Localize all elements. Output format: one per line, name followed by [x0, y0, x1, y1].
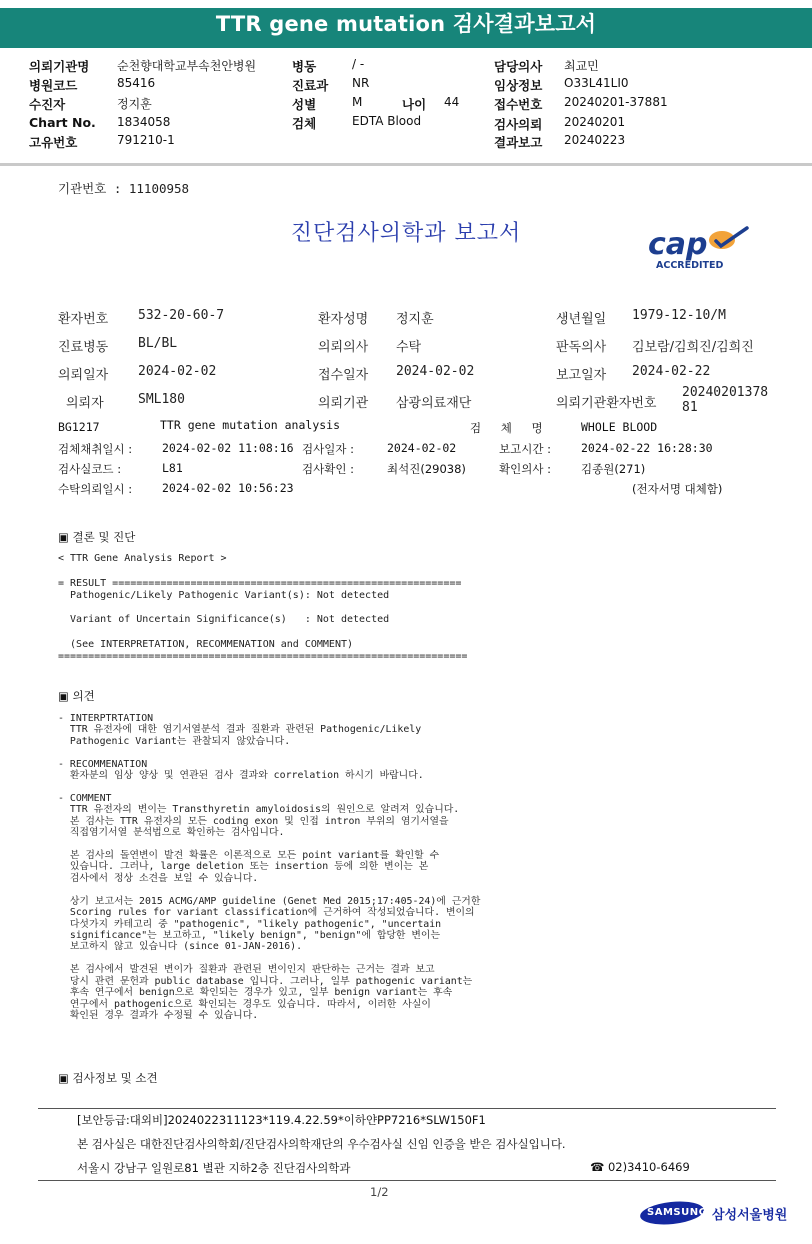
pt-no-value: 532-20-60-7	[138, 308, 225, 323]
specimen-value: EDTA Blood	[352, 114, 422, 128]
dob-label: 생년월일	[556, 312, 607, 327]
sex-value: M	[352, 95, 363, 109]
clinical-label: 임상정보	[494, 78, 543, 93]
test-name: TTR gene mutation analysis	[160, 418, 341, 432]
conclusion-heading: ▣ 결론 및 진단	[58, 530, 136, 544]
inst-pt-value: 2024020137881	[682, 385, 769, 415]
result-block: < TTR Gene Analysis Report > = RESULT ========================================================== Pathogenic/Likely Pathogenic Variant(s): Not detected Variant of Uncertain Significance(s) : Not detected (See INTERPRETATION, RECOMMENATION and COMMENT) ====================================================================	[58, 553, 468, 663]
reader-value: 김보람/김희진/김희진	[632, 340, 754, 355]
report-date-label: 결과보고	[494, 135, 543, 150]
req-date-label: 의뢰일자	[58, 368, 109, 383]
dept-value: NR	[352, 76, 370, 90]
report-title: TTR gene mutation 검사결과보고서	[215, 12, 597, 36]
collect-value: 2024-02-02 11:08:16	[162, 441, 294, 455]
report-date-value: 20240223	[564, 133, 626, 147]
receipt-label: 접수번호	[494, 97, 543, 112]
uid-value: 791210-1	[117, 133, 175, 147]
rcv-date-label: 접수일자	[318, 368, 369, 383]
test-date-value: 2024-02-02	[387, 441, 457, 455]
lab-code-value: L81	[162, 461, 183, 475]
confirm-label: 검사확인 :	[302, 462, 354, 476]
code-value: 85416	[117, 76, 156, 90]
requester-label: 의뢰자	[66, 396, 104, 411]
chart-value: 1834058	[117, 115, 171, 129]
hospital-label: 의뢰기관명	[29, 59, 90, 74]
certification-line: 본 검사실은 대한진단검사의학회/진단검사의학재단의 우수검사실 신임 인증을 받은 검사실입니다.	[77, 1137, 566, 1151]
hospital-logo-text: 삼성서울병원	[712, 1208, 788, 1223]
req-doc-label: 의뢰의사	[318, 340, 369, 355]
ward-label: 병동	[292, 59, 317, 74]
requester-value: SML180	[138, 392, 185, 407]
header-divider	[0, 163, 812, 166]
consign-value: 2024-02-02 10:56:23	[162, 481, 294, 495]
chart-label: Chart No.	[29, 115, 96, 130]
dept-label: 진료과	[292, 78, 329, 93]
testinfo-heading: ▣ 검사정보 및 소견	[58, 1071, 158, 1085]
specimen-label: 검체	[292, 116, 317, 131]
report-time-label: 보고시간 :	[499, 442, 551, 456]
code-label: 병원코드	[29, 78, 78, 93]
confirm-doc-label: 확인의사 :	[499, 462, 551, 476]
ward-value: / -	[352, 57, 365, 71]
cap-accredited-text: ACCREDITED	[656, 260, 724, 271]
collect-label: 검체채취일시 :	[58, 442, 133, 456]
rcv-date-value: 2024-02-02	[396, 364, 475, 379]
security-line: [보안등급:대외비]2024022311123*119.4.22.59*이하얀PP7216*SLW150F1	[77, 1113, 486, 1127]
page-number: 1/2	[370, 1185, 389, 1199]
specimen-name-label: 검 체 명	[470, 421, 551, 435]
rep-date-value: 2024-02-22	[632, 364, 711, 379]
address-line: 서울시 강남구 일원로81 별관 지하2층 진단검사의학과	[77, 1161, 351, 1175]
receipt-value: 20240201-37881	[564, 95, 668, 109]
sex-label: 성별	[292, 97, 317, 112]
clinical-value: O33L41LI0	[564, 76, 629, 90]
confirm-value: 최석진(29038)	[387, 462, 466, 476]
consign-label: 수탁의뢰일시 :	[58, 482, 133, 496]
doctor-value: 최교민	[564, 59, 599, 73]
opinion-block: - INTERPTRTATION TTR 유전자에 대한 염기서열분석 결과 질환과 관련된 Pathogenic/Likely Pathogenic Variant는 관찰되지 않았습니다. - RECOMMENATION 환자분의 임상 양상 및 연관된 검사 결과와 correlation 하시기 바랍니다. - COMMENT TTR 유전자의 변이는 Transthyretin amyloidosis의 원인으로 알려져 있습니다. 본 검사는 TTR 유전자의 모든 coding exon 및 인접 intron 부위의 염기서열을 직접염기서열 분석법으로 확인하는 검사입니다. 본 검사의 돌연변이 발견 확률은 이론적으로 모든 point variant를 확인할 수 있습니다. 그러나, large deletion 또는 insertion 등에 의한 변이는 본 검사에서 정상 소견을 보일 수 있습니다. 상기 보고서는 2015 ACMG/AMP guideline (Genet Med 2015;17:405-24)에 근거한 Scoring rules for variant classification에 근거하여 작성되었습니다. 변이의 다섯가지 카테고리 중 "pathogenic", "likely pathogenic", "uncertain significance"는 보고하고, "likely benign", "benign"에 합당한 변이는 보고하지 않고 있습니다 (since 01-JAN-2016). 본 검사에서 발견된 변이가 질환과 관련된 변이인지 판단하는 근거는 결과 보고 당시 관련 문헌과 public database 입니다. 그러나, 일부 pathogenic variant는 후속 연구에서 benign으로 확인되는 경우가 있고, 일부 benign variant는 후속 연구에서 pathogenic으로 확인되는 경우도 있습니다. 따라서, 이러한 사실이 확인된 경우 결과가 수정될 수 있습니다.	[58, 713, 481, 1021]
doctor-label: 담당의사	[494, 59, 543, 74]
rep-date-label: 보고일자	[556, 368, 607, 383]
age-value: 44	[444, 95, 460, 109]
inst-pt-label: 의뢰기관환자번호	[556, 396, 657, 411]
esign-note: (전자서명 대체함)	[632, 482, 723, 496]
footer-top-rule	[38, 1108, 776, 1109]
report-time-value: 2024-02-22 16:28:30	[581, 441, 713, 455]
cap-logo-text: cap	[648, 227, 708, 262]
req-inst-value: 삼광의료재단	[396, 396, 472, 411]
pt-name-label: 환자성명	[318, 312, 369, 327]
uid-label: 고유번호	[29, 135, 78, 150]
pt-no-label: 환자번호	[58, 312, 109, 327]
pt-name-value: 정지훈	[396, 312, 434, 327]
lab-code-label: 검사실코드 :	[58, 462, 122, 476]
req-inst-label: 의뢰기관	[318, 396, 369, 411]
dob-value: 1979-12-10/M	[632, 308, 726, 323]
cap-logo	[646, 225, 758, 273]
ward2-label: 진료병동	[58, 340, 109, 355]
samsung-logo-text: SAMSUNG	[647, 1207, 708, 1218]
patient-value: 정지훈	[117, 97, 152, 111]
test-code: BG1217	[58, 420, 100, 434]
footer-bottom-rule	[38, 1180, 776, 1181]
req-date-value: 2024-02-02	[138, 364, 217, 379]
req-doc-value: 수탁	[396, 340, 422, 355]
test-date-label: 검사일자 :	[302, 442, 354, 456]
document-title: 진단검사의학과 보고서	[290, 221, 522, 246]
request-label: 검사의뢰	[494, 117, 543, 132]
phone-line: ☎ 02)3410-6469	[590, 1160, 690, 1174]
age-label: 나이	[402, 97, 427, 112]
confirm-doc-value: 김종원(271)	[581, 462, 646, 476]
ward2-value: BL/BL	[138, 336, 178, 351]
institution-number: 기관번호 : 11100958	[58, 181, 190, 196]
hospital-value: 순천향대학교부속천안병원	[117, 59, 257, 73]
request-value: 20240201	[564, 115, 626, 129]
patient-label: 수진자	[29, 97, 66, 112]
specimen-name-value: WHOLE BLOOD	[581, 420, 658, 434]
opinion-heading: ▣ 의견	[58, 689, 95, 703]
reader-label: 판독의사	[556, 340, 607, 355]
